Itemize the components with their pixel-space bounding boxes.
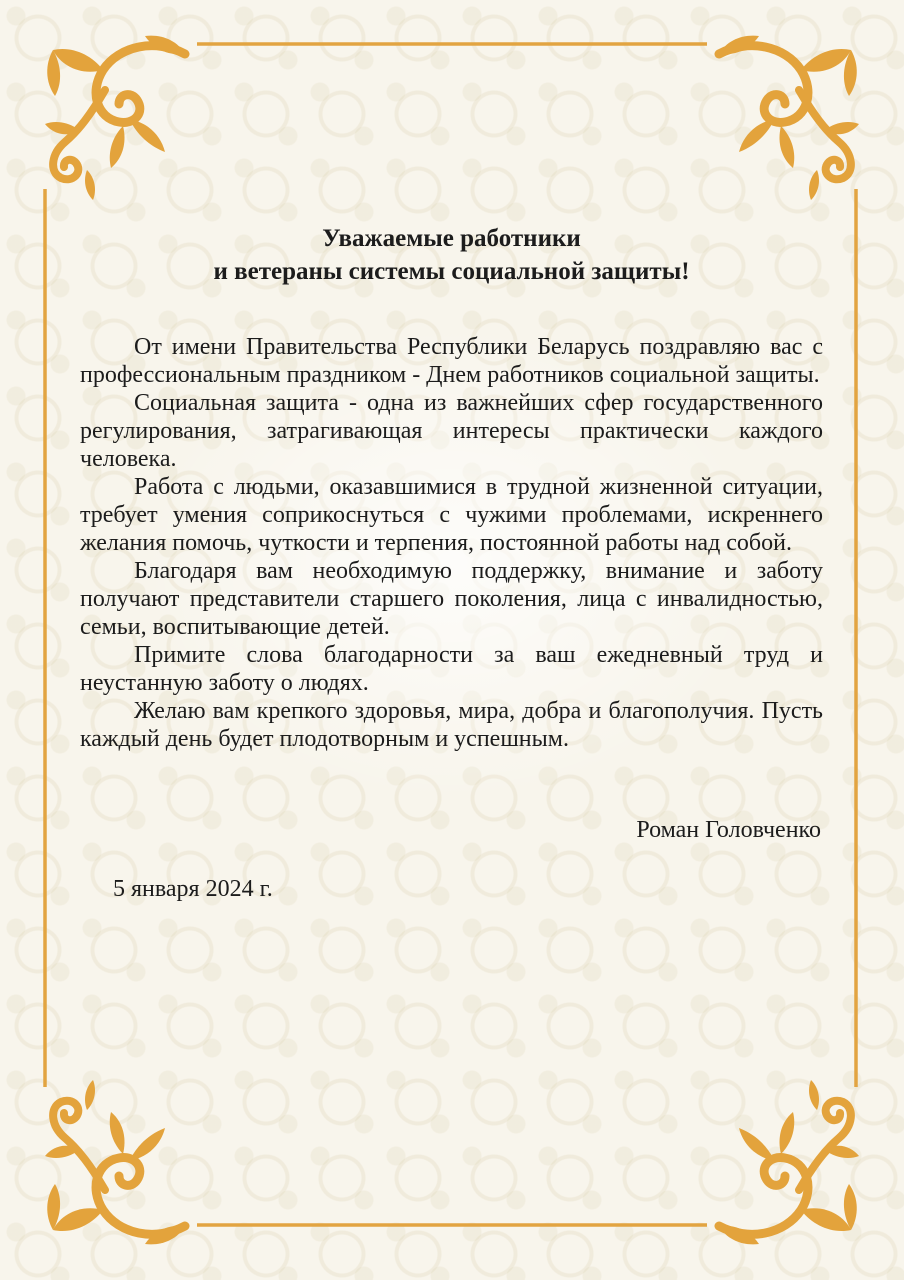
- letter-paragraph-6: Желаю вам крепкого здоровья, мира, добра и благополучия. Пусть каждый день будет плодотворным и успешным.: [80, 698, 823, 752]
- letter-date: 5 января 2024 г.: [113, 876, 273, 902]
- letter-paragraph-5: Примите слова благодарности за ваш ежедневный труд и неустанную заботу о людях.: [80, 642, 823, 696]
- letter-content: [80, 0, 823, 903]
- letter-title: [80, 222, 823, 288]
- title-line-2: и ветераны системы социальной защиты!: [213, 258, 690, 285]
- letter-body: [80, 333, 823, 753]
- letter-paragraph-4: Благодаря вам необходимую поддержку, внимание и заботу получают представители старшего поколения, лица с инвалидностью, семьи, воспитывающие детей.: [80, 558, 823, 640]
- letter-paragraph-2: Социальная защита - одна из важнейших сфер государственного регулирования, затрагивающая интересы практически каждого человека.: [80, 390, 823, 472]
- signature-name: Роман Головченко: [636, 817, 821, 843]
- corner-flourish-bottom-left: [45, 1080, 185, 1244]
- letter-paragraph-3: Работа с людьми, оказавшимися в трудной жизненной ситуации, требует умения соприкоснуться с чужими проблемами, искреннего желания помочь, чуткости и терпения, постоянной работы над собой.: [80, 474, 823, 556]
- title-line-1: Уважаемые работники: [322, 225, 581, 252]
- letter-paragraph-1: От имени Правительства Республики Беларусь поздравляю вас с профессиональным праздником - Днем работников социальной защиты.: [80, 334, 823, 388]
- corner-flourish-bottom-right: [719, 1080, 859, 1244]
